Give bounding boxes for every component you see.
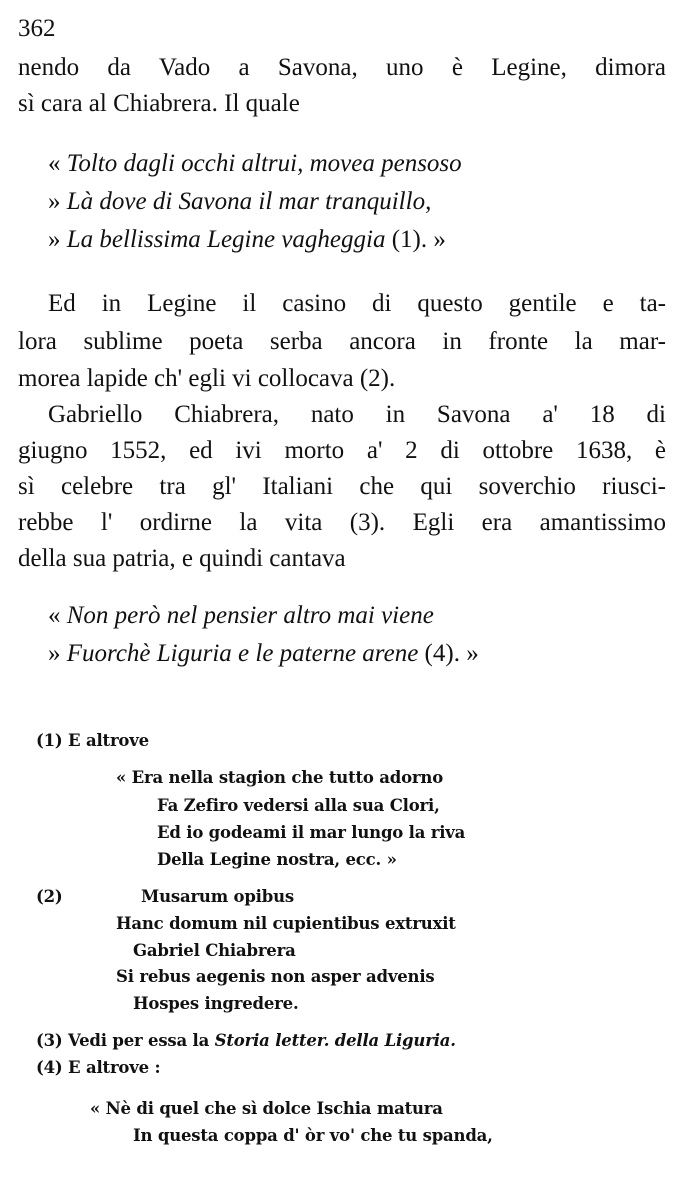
body-line: lora sublime poeta serba ancora in fronte la mar- — [18, 328, 666, 355]
inscription-line: Gabriel Chiabrera — [133, 941, 296, 960]
body-line: rebbe l' ordirne la vita (3). Egli era amantissimo — [18, 509, 666, 536]
footnote-verse-line: « Nè di quel che sì dolce Ischia matura — [90, 1099, 443, 1118]
verse-text: Non però nel pensier altro mai viene — [66, 602, 434, 629]
inscription-line: Hospes ingredere. — [133, 994, 299, 1013]
inscription-line: Musarum opibus — [141, 887, 294, 906]
verse-line — [48, 639, 479, 669]
open-quote: « — [48, 602, 61, 629]
verse-line — [48, 187, 431, 217]
verse-line — [48, 225, 446, 255]
verse-line — [48, 601, 434, 631]
footnote-verse-line: Fa Zefiro vedersi alla sua Clori, — [157, 796, 440, 815]
body-line: sì cara al Chiabrera. Il quale — [18, 90, 300, 117]
footnote-verse-line: « Era nella stagion che tutto adorno — [116, 768, 444, 787]
verse-line — [48, 149, 462, 179]
footnote-3-text: (3) Vedi per essa la — [36, 1031, 210, 1050]
open-quote: » — [48, 188, 61, 215]
body-line: nendo da Vado a Savona, uno è Legine, dimora — [18, 54, 666, 81]
footnote-4-label: (4) E altrove : — [36, 1058, 161, 1077]
verse-close: (1). » — [391, 226, 446, 253]
body-line: Gabriello Chiabrera, nato in Savona a' 18 di — [48, 401, 666, 428]
footnote-verse-line: Ed io godeami il mar lungo la riva — [157, 823, 466, 842]
page-number: 362 — [18, 15, 56, 42]
footnote-verse-line: In questa coppa d' òr vo' che tu spanda, — [133, 1126, 493, 1145]
inscription-line: Hanc domum nil cupientibus extruxit — [116, 914, 456, 933]
verse-text: Fuorchè Liguria e le paterne arene — [66, 640, 419, 667]
footnote-3 — [36, 1030, 456, 1052]
footnote-verse-line: Della Legine nostra, ecc. » — [157, 850, 397, 869]
body-line: della sua patria, e quindi cantava — [18, 545, 346, 572]
footnote-2-label: (2) — [36, 887, 63, 906]
verse-text: Là dove di Savona il mar tranquillo, — [66, 188, 432, 215]
footnote-1-label: (1) E altrove — [36, 731, 149, 750]
inscription-line: Si rebus aegenis non asper advenis — [116, 967, 435, 986]
open-quote: » — [48, 226, 61, 253]
body-line: sì celebre tra gl' Italiani che qui soverchio riusci- — [18, 473, 666, 500]
verse-text: La bellissima Legine vagheggia — [66, 226, 386, 253]
verse-close: (4). » — [424, 640, 479, 667]
verse-text: Tolto dagli occhi altrui, movea pensoso — [66, 150, 462, 177]
body-line: giugno 1552, ed ivi morto a' 2 di ottobre 1638, è — [18, 437, 666, 464]
footnote-3-title: Storia letter. della Liguria. — [214, 1031, 456, 1050]
body-line: morea lapide ch' egli vi collocava (2). — [18, 365, 396, 392]
open-quote: » — [48, 640, 61, 667]
body-line: Ed in Legine il casino di questo gentile e ta- — [48, 290, 666, 317]
open-quote: « — [48, 150, 61, 177]
